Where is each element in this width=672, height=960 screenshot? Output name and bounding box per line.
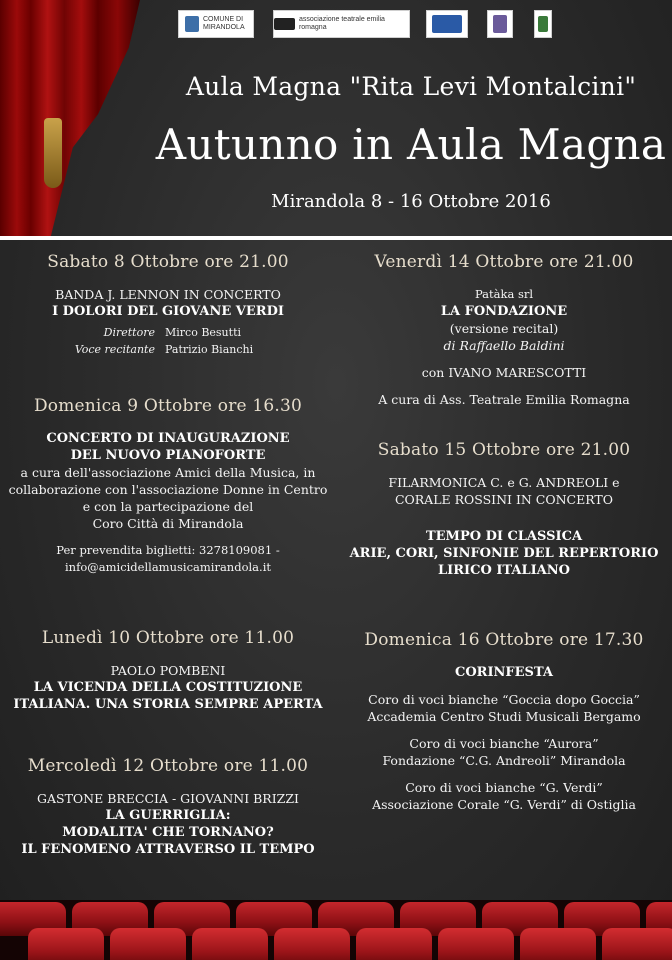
spacer	[336, 354, 672, 364]
event-block	[0, 756, 336, 858]
spacer	[336, 381, 672, 391]
event-detail-line: Patàka srl	[474, 287, 534, 301]
seat-icon	[520, 928, 596, 960]
event-detail-line: a cura dell'associazione Amici della Musica, in	[20, 465, 316, 480]
event-detail-line: Accademia Centro Studi Musicali Bergamo	[367, 709, 641, 724]
spacer	[0, 532, 336, 542]
header-divider	[0, 236, 672, 240]
logo-text: COMUNE DI MIRANDOLA	[203, 16, 245, 31]
event-detail-line: e con la partecipazione del	[82, 499, 254, 514]
event-date-heading: Lunedì 10 Ottobre ore 11.00	[41, 628, 295, 648]
page-title: Autunno in Aula Magna	[155, 120, 667, 169]
theatre-mark-icon	[274, 18, 295, 30]
event-detail-line: Fondazione “C.G. Andreoli” Mirandola	[382, 753, 626, 768]
header	[0, 0, 672, 238]
city-crest-icon	[185, 16, 199, 32]
event-date-heading: Sabato 15 Ottobre ore 21.00	[377, 440, 631, 460]
curtain-tassel-icon	[44, 118, 62, 188]
event-detail-line: info@amicidellamusicamirandola.it	[64, 560, 271, 574]
seat-icon	[110, 928, 186, 960]
credit-role: Direttore	[103, 326, 155, 339]
venue-subtitle: Aula Magna "Rita Levi Montalcini"	[185, 72, 637, 101]
event-block	[336, 252, 672, 408]
event-detail-line: di Raffaello Baldini	[443, 338, 565, 353]
music-school-icon	[432, 15, 462, 33]
spacer	[336, 518, 672, 528]
event-date-heading: Venerdì 14 Ottobre ore 21.00	[374, 252, 634, 272]
event-title-line: DEL NUOVO PIANOFORTE	[70, 448, 266, 463]
spacer	[336, 681, 672, 691]
sponsor-logos	[178, 10, 558, 40]
event-detail-line: con IVANO MARESCOTTI	[421, 365, 587, 380]
spacer	[336, 508, 672, 518]
event-detail-line: PAOLO POMBENI	[110, 663, 226, 678]
event-block	[0, 396, 336, 576]
seat-icon	[28, 928, 104, 960]
crest-logo	[534, 10, 552, 38]
event-date-heading: Domenica 16 Ottobre ore 17.30	[364, 630, 644, 650]
event-block	[336, 440, 672, 579]
logo-text: associazione teatrale emilia romagna	[298, 16, 385, 31]
amici-della-musica-logo	[426, 10, 468, 38]
fondazione-logo	[487, 10, 513, 38]
event-detail-line: FILARMONICA C. e G. ANDREOLI e	[388, 475, 620, 490]
event-block	[0, 628, 336, 713]
event-date-heading: Domenica 9 Ottobre ore 16.30	[33, 396, 303, 416]
event-detail-line: Coro di voci bianche “G. Verdi”	[405, 780, 603, 795]
event-title-line: TEMPO DI CLASSICA	[425, 529, 583, 544]
event-title-line: LA GUERRIGLIA:	[105, 808, 231, 823]
event-detail-line: GASTONE BRECCIA - GIOVANNI BRIZZI	[37, 791, 299, 806]
spacer	[336, 725, 672, 735]
event-title-line: ARIE, CORI, SINFONIE DEL REPERTORIO	[349, 546, 659, 561]
seat-icon	[438, 928, 514, 960]
credit-person: Mirco Besutti	[165, 326, 242, 339]
event-title-line: MODALITA' CHE TORNANO?	[62, 825, 274, 840]
seat-row-front	[28, 928, 672, 960]
theatre-seats-icon	[0, 900, 672, 960]
red-curtain-icon	[0, 0, 140, 238]
event-title-line: LA VICENDA DELLA COSTITUZIONE	[33, 680, 303, 695]
seat-icon	[192, 928, 268, 960]
seat-icon	[602, 928, 672, 960]
event-credits	[0, 324, 336, 358]
event-detail-line: Associazione Corale “G. Verdi” di Ostiglia	[372, 797, 636, 812]
event-title-line: LA FONDAZIONE	[440, 304, 568, 319]
event-title-line: IL FENOMENO ATTRAVERSO IL TEMPO	[21, 842, 315, 857]
event-block	[0, 252, 336, 358]
spacer	[336, 769, 672, 779]
event-block	[336, 630, 672, 813]
seat-icon	[274, 928, 350, 960]
credit-role: Voce recitante	[74, 343, 155, 356]
event-date-heading: Sabato 8 Ottobre ore 21.00	[47, 252, 289, 272]
event-detail-line: Coro di voci bianche “Aurora”	[409, 736, 599, 751]
event-detail-line: CORALE ROSSINI IN CONCERTO	[394, 492, 614, 507]
event-title-line: ITALIANA. UNA STORIA SEMPRE APERTA	[13, 697, 323, 712]
event-detail-line: (versione recital)	[449, 321, 559, 336]
green-crest-icon	[538, 16, 548, 32]
credit-person: Patrizio Bianchi	[165, 343, 254, 356]
event-title-line: I DOLORI DEL GIOVANE VERDI	[52, 304, 284, 319]
event-detail-line: collaborazione con l'associazione Donne in Centro	[8, 482, 328, 497]
event-date-heading: Mercoledì 12 Ottobre ore 11.00	[27, 756, 309, 776]
associazione-teatrale-logo	[273, 10, 410, 38]
event-title-line: CONCERTO DI INAUGURAZIONE	[46, 431, 290, 446]
event-detail-line: BANDA J. LENNON IN CONCERTO	[55, 287, 281, 302]
seat-icon	[356, 928, 432, 960]
event-detail-line: Coro Città di Mirandola	[92, 516, 244, 531]
event-title-line: LIRICO ITALIANO	[438, 563, 570, 578]
event-title-line: CORINFESTA	[454, 665, 553, 680]
comune-di-mirandola-logo	[178, 10, 254, 38]
foundation-crest-icon	[493, 15, 507, 33]
event-detail-line: Coro di voci bianche “Goccia dopo Goccia”	[368, 692, 640, 707]
event-detail-line: A cura di Ass. Teatrale Emilia Romagna	[378, 392, 630, 407]
event-detail-line: Per prevendita biglietti: 3278109081 -	[56, 543, 280, 557]
event-date-range: Mirandola 8 - 16 Ottobre 2016	[271, 191, 551, 212]
